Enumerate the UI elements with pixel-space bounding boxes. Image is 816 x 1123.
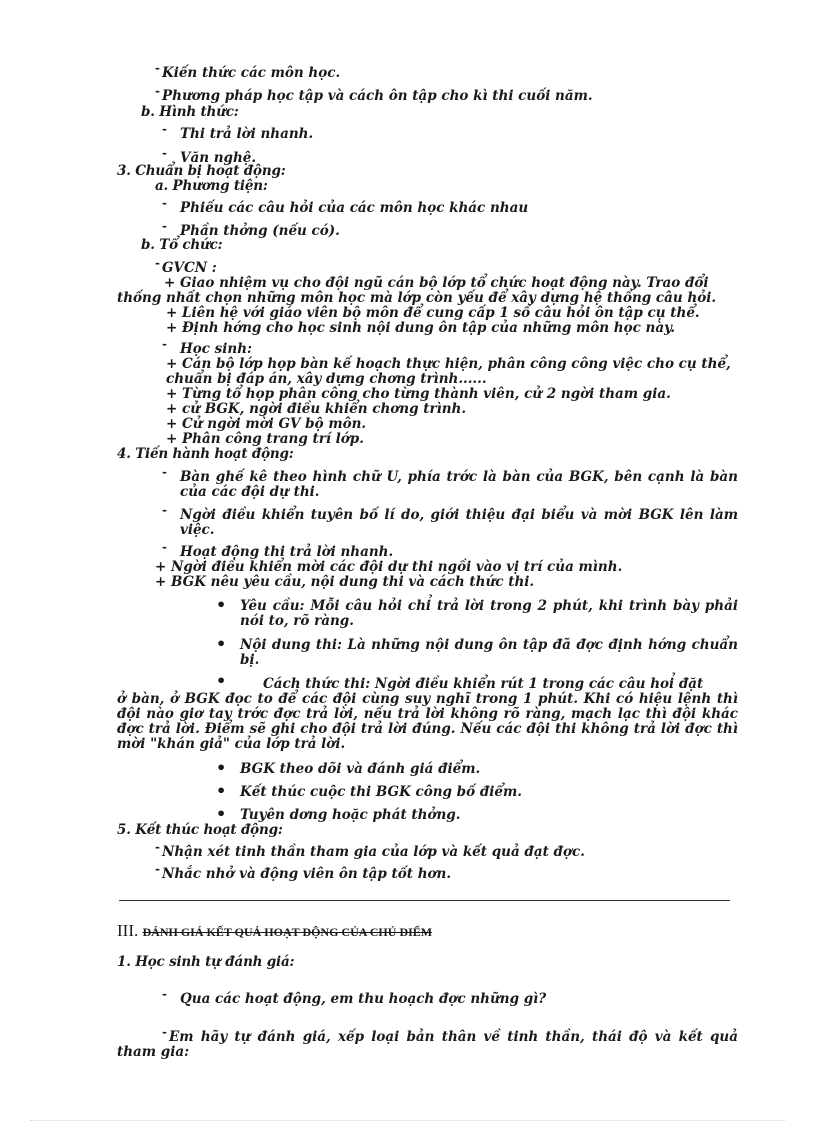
method-rest: ở bàn, ở BGK đọc to để các đội cùng suy nghĩ trong 1 phút. Khi có hiệu lệnh thì đội nào giơ tay trớc đợc trả lời, nếu trả lời không rõ ràng, mạch lạc thì đội khác đợc trả lời. Điểm sẽ ghi cho đội trả lời đúng. Nếu các đội thi không trả lời đợc thì mời "khán giả" của lớp trả lời. — [117, 691, 738, 752]
gvcn-task-4: + Định hớng cho học sinh nội dung ôn tập của những môn học này. — [166, 320, 676, 336]
quick-answer-line: - Hoạt động thi trả lời nhanh. — [180, 545, 393, 560]
student-task-3: + Từng tổ họp phân công cho từng thành viên, cử 2 ngời tham gia. — [166, 386, 671, 402]
section5-item-2: - Nhắc nhở và động viên ôn tập tốt hơn. — [155, 862, 452, 882]
method-bullet-dot: • — [216, 671, 227, 690]
form-item-arts: - Văn nghệ. — [180, 151, 256, 166]
plus-line-2: + BGK nêu yêu cầu, nội dung thi và cách thức thi. — [155, 574, 535, 590]
org-heading: b. Tổ chức: — [141, 237, 223, 253]
award-bullet: • Tuyên dơng hoặc phát thởng. — [240, 808, 460, 823]
gvcn-task-3: + Liên hệ với giáo viên bộ môn để cung cấp 1 số câu hỏi ôn tập cụ thể. — [166, 305, 700, 321]
gvcn-task-2: thống nhất chọn những môn học mà lớp còn yếu để xây dựng hệ thống câu hỏi. — [117, 290, 717, 306]
means-item-questions: - Phiếu các câu hỏi của các môn học khác nhau — [180, 201, 528, 216]
gvcn-task-1: + Giao nhiệm vụ cho đội ngũ cán bộ lớp tổ chức hoạt động này. Trao đổi — [164, 275, 709, 291]
students-label: - Học sinh: — [180, 342, 252, 357]
bgk-bullet: • BGK theo dõi và đánh giá điểm. — [240, 762, 480, 777]
prep-line-method: - Phương pháp học tập và cách ôn tập cho kì thi cuối năm. — [155, 84, 593, 104]
student-task-1: + Cán bộ lớp họp bàn kế hoạch thực hiện, phân công công việc cho cụ thể, — [166, 356, 731, 372]
form-heading: b. Hình thức: — [141, 104, 239, 120]
divider-line — [119, 900, 730, 901]
section5-item-1: - Nhận xét tinh thần tham gia của lớp và kết quả đạt đợc. — [155, 840, 585, 860]
section4-heading: 4. Tiến hành hoạt động: — [117, 446, 294, 462]
self-eval-heading: 1. Học sinh tự đánh giá: — [117, 954, 295, 970]
seating-paragraph: - Bàn ghế kê theo hình chữ U, phía trớc là bàn của BGK, bên cạnh là bàn của các đội dự thi. — [180, 470, 738, 500]
student-task-4: + cử BGK, ngời điều khiển chơng trình. — [166, 401, 467, 417]
means-item-prizes: - Phần thởng (nếu có). — [180, 224, 340, 239]
prep-line-knowledge: - Kiến thức các môn học. — [155, 61, 341, 81]
student-task-2: chuẩn bị đáp án, xây dựng chơng trình...... — [166, 371, 487, 387]
end-bullet: • Kết thúc cuộc thi BGK công bố điểm. — [240, 785, 522, 800]
part3-title: III. ĐÁNH GIÁ KẾT QUẢ HOẠT ĐỘNG CỦA CHỦ ĐIỂM — [117, 921, 433, 940]
section5-heading: 5. Kết thúc hoạt động: — [117, 822, 283, 838]
page-bottom-dotted-line — [30, 1120, 786, 1121]
means-heading: a. Phương tiện: — [155, 178, 268, 194]
plus-line-1: + Ngời điều khiển mời các đội dự thi ngồi vào vị trí của mình. — [155, 559, 623, 575]
self-rating-paragraph: - Em hãy tự đánh giá, xếp loại bản thân về tinh thần, thái độ và kết quả tham gia: — [117, 1025, 738, 1060]
host-paragraph: - Ngời điều khiển tuyên bố lí do, giới thiệu đại biểu và mời BGK lên làm việc. — [180, 508, 738, 538]
method-lead: Cách thức thi: Ngời điều khiển rút 1 trong các câu hoỉ đặt — [263, 676, 704, 692]
student-task-6: + Phân công trang trí lớp. — [166, 431, 364, 447]
gvcn-label: - GVCN : — [155, 256, 217, 276]
content-bullet: • Nội dung thi: Là những nội dung ôn tập đã đợc định hớng chuẩn bị. — [240, 638, 738, 668]
question-line: - Qua các hoạt động, em thu hoạch đợc những gì? — [180, 992, 546, 1007]
student-task-5: + Cử ngời mời GV bộ môn. — [166, 416, 367, 432]
form-item-quick: - Thi trả lời nhanh. — [180, 127, 313, 142]
requirement-bullet: • Yêu cầu: Mỗi câu hỏi chỉ trả lời trong 2 phút, khi trình bày phải nói to, rõ ràng. — [240, 599, 738, 629]
section3-heading: 3. Chuẩn bị hoạt động: — [117, 163, 286, 179]
